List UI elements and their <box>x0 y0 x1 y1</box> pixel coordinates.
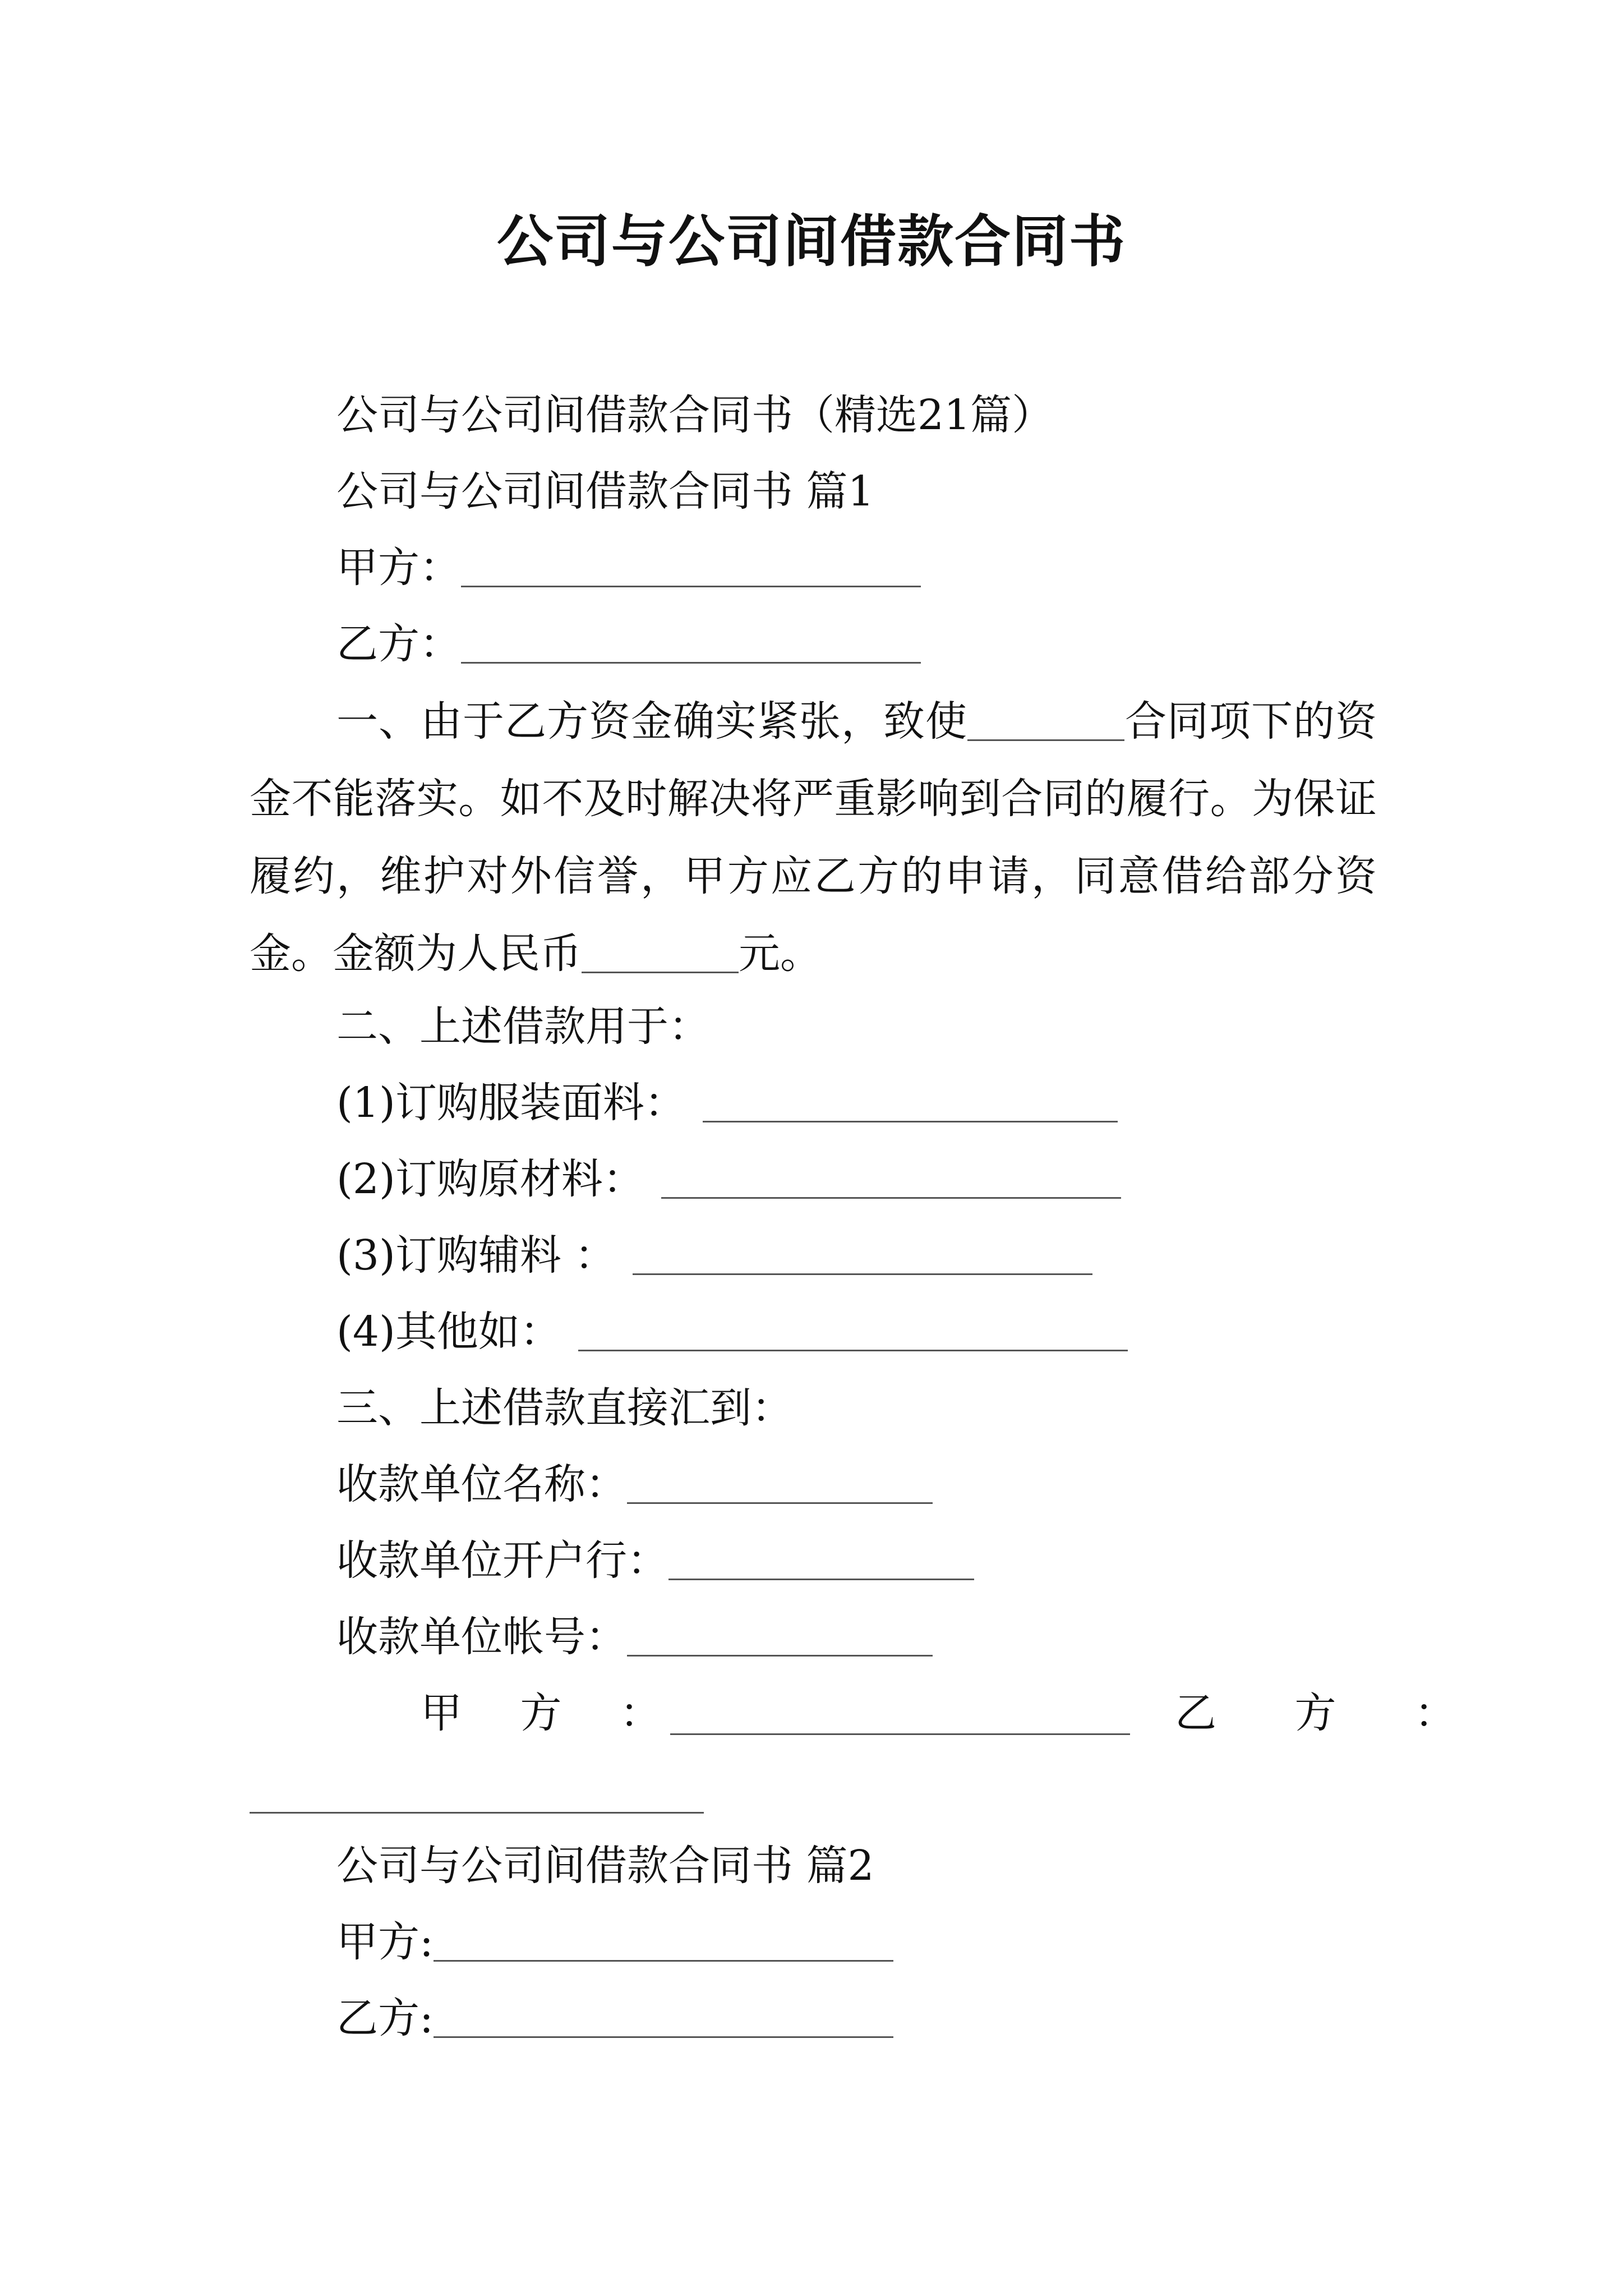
use-item-1-label: (1)订购服装面料： <box>336 1079 686 1127</box>
section1-party-a <box>336 540 921 596</box>
use-item-3-label: (3)订购辅料 ： <box>336 1231 616 1280</box>
section2-party-b <box>336 1990 893 2046</box>
payee-name-row <box>336 1456 933 1512</box>
payee-name-label: 收款单位名称： <box>336 1460 627 1508</box>
use-item-2-label: (2)订购原材料： <box>336 1155 644 1203</box>
sign-party-b-label: 乙 方 ： <box>1175 1689 1489 1737</box>
payee-account-label: 收款单位帐号： <box>336 1613 627 1661</box>
section2-party-a-label: 甲方: <box>336 1918 434 1966</box>
section2-party-a <box>336 1914 893 1970</box>
use-item-4 <box>336 1304 1128 1360</box>
use-item-4-label: (4)其他如： <box>336 1308 561 1356</box>
payee-name-blank <box>627 1462 933 1504</box>
document-title: 公司与公司间借款合同书 <box>497 208 1126 274</box>
use-item-4-blank <box>578 1309 1128 1351</box>
party-b-label: 乙方： <box>336 620 461 668</box>
use-item-3-blank <box>633 1233 1092 1275</box>
use-item-2 <box>336 1151 1121 1207</box>
section1-party-b <box>336 616 921 672</box>
use-item-3 <box>336 1227 1092 1283</box>
document-subtitle: 公司与公司间借款合同书（精选21篇） <box>336 391 1054 439</box>
clause-1-text-a: 一、由于乙方资金确实紧张，致使 <box>336 697 967 746</box>
section1-heading: 公司与公司间借款合同书 篇1 <box>336 467 874 516</box>
payee-account-row <box>336 1609 933 1665</box>
party-a-blank <box>461 545 921 587</box>
section2-party-b-label: 乙方: <box>336 1994 434 2042</box>
clause-1-text-c: 元。 <box>739 930 822 978</box>
payee-bank-blank <box>668 1538 974 1580</box>
amount-blank <box>582 931 739 973</box>
section2-party-a-blank <box>434 1920 893 1962</box>
use-item-1-blank <box>703 1080 1118 1122</box>
party-a-label: 甲方： <box>336 544 461 592</box>
sign-party-a-blank <box>670 1693 1130 1735</box>
payee-account-blank <box>627 1614 933 1657</box>
clause-1-text-b: 合同项下的资金不能落实。如不及时解决将严重影响到合同的履行。为保证履约，维护对外信誉，甲方应乙方的申请，同意借给部分资金。金额为人民币 <box>250 697 1377 978</box>
clause-3-heading: 三、上述借款直接汇到： <box>336 1384 793 1432</box>
sign-party-b-blank <box>250 1812 704 1814</box>
payee-bank-label: 收款单位开户行： <box>336 1536 668 1585</box>
section2-heading: 公司与公司间借款合同书 篇2 <box>336 1842 874 1890</box>
payee-bank-row <box>336 1533 974 1589</box>
use-item-1 <box>336 1075 1118 1131</box>
use-item-2-blank <box>661 1157 1121 1199</box>
section2-party-b-blank <box>434 1996 893 2038</box>
contract-blank <box>967 699 1124 741</box>
clause-1-paragraph <box>250 683 1377 992</box>
sign-party-a-label: 甲 方 ： <box>421 1689 684 1737</box>
clause-2-heading: 二、上述借款用于： <box>336 1002 710 1051</box>
party-b-blank <box>461 622 921 664</box>
